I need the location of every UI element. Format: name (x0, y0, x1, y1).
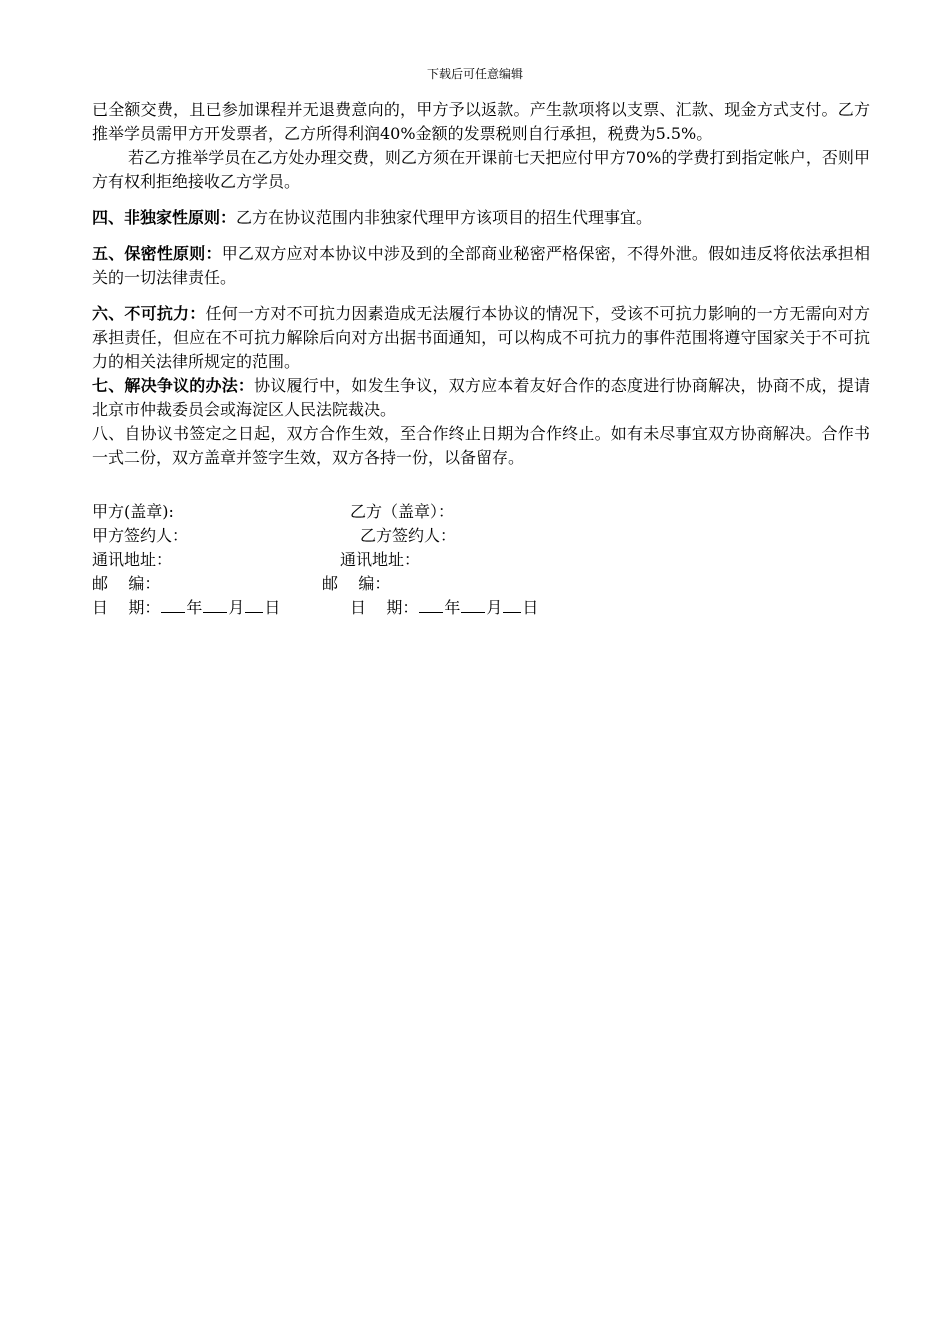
party-b-month-label: 月 (486, 598, 503, 617)
page-header-note: 下载后可任意编辑 (426, 67, 523, 81)
section-five (92, 242, 870, 290)
party-a-month-blank[interactable] (203, 596, 227, 613)
paragraph-refund: 已全额交费，且已参加课程并无退费意向的，甲方予以返款。产生款项将以支票、汇款、现金方式支付。乙方推举学员需甲方开发票者，乙方所得利润40%金额的发票税则自行承担，税费为5.5%。 (92, 100, 870, 143)
party-b-year-blank[interactable] (419, 596, 443, 613)
section-four-heading: 四、非独家性原则： (92, 208, 237, 227)
section-five-body: 甲乙双方应对本协议中涉及到的全部商业秘密严格保密，不得外泄。假如违反将依法承担相关的一切法律责任。 (92, 244, 870, 287)
party-a-postcode-label: 邮 编： (92, 574, 161, 593)
paragraph-payment: 若乙方推举学员在乙方处办理交费，则乙方须在开课前七天把应付甲方70%的学费打到指定帐户，否则甲方有权利拒绝接收乙方学员。 (92, 148, 870, 191)
party-b-seal-label: 乙方（盖章）： (350, 502, 455, 521)
signature-block (92, 500, 870, 620)
section-seven (92, 374, 870, 422)
party-b-signer-label: 乙方签约人： (360, 526, 457, 545)
section-six-body: 任何一方对不可抗力因素造成无法履行本协议的情况下，受该不可抗力影响的一方无需向对方承担责任，但应在不可抗力解除后向对方出据书面通知，可以构成不可抗力的事件范围将遵守国家关于不可抗力的相关法律所规定的范围。 (92, 304, 870, 371)
party-b-day-blank[interactable] (503, 596, 521, 613)
party-a-signer-label: 甲方签约人： (92, 526, 189, 545)
signature-row-postcode (92, 572, 870, 596)
party-a-date (92, 596, 350, 620)
section-four (92, 206, 870, 230)
party-a-year-label: 年 (186, 598, 203, 617)
section-four-body: 乙方在协议范围内非独家代理甲方该项目的招生代理事宜。 (236, 208, 653, 227)
section-eight: 八、自协议书签定之日起，双方合作生效，至合作终止日期为合作终止。如有未尽事宜双方协商解决。合作书一式二份，双方盖章并签字生效，双方各持一份，以备留存。 (92, 424, 870, 467)
section-five-heading: 五、保密性原则： (92, 244, 222, 263)
party-b-postcode-label: 邮 编： (322, 574, 391, 593)
party-a-month-label: 月 (228, 598, 245, 617)
section-seven-heading: 七、解决争议的办法： (92, 376, 255, 395)
party-b-date (350, 596, 538, 620)
signature-row-date (92, 596, 870, 620)
party-a-address-label: 通讯地址： (92, 550, 173, 569)
party-a-year-blank[interactable] (161, 596, 185, 613)
party-b-year-label: 年 (444, 598, 461, 617)
agreement-body (92, 98, 870, 620)
party-b-date-label: 日 期： (350, 598, 419, 617)
party-a-seal-label: 甲方(盖章): (92, 502, 174, 521)
section-six (92, 302, 870, 374)
party-a-day-blank[interactable] (245, 596, 263, 613)
party-b-address-label: 通讯地址： (340, 550, 421, 569)
signature-row-seal (92, 500, 870, 524)
party-b-month-blank[interactable] (461, 596, 485, 613)
section-six-heading: 六、不可抗力： (92, 304, 206, 323)
party-a-day-label: 日 (264, 598, 281, 617)
section-seven-body: 协议履行中，如发生争议，双方应本着友好合作的态度进行协商解决，协商不成，提请北京市仲裁委员会或海淀区人民法院裁决。 (92, 376, 870, 419)
party-a-date-label: 日 期： (92, 598, 161, 617)
signature-row-signer (92, 524, 870, 548)
party-b-day-label: 日 (522, 598, 539, 617)
signature-row-address (92, 548, 870, 572)
